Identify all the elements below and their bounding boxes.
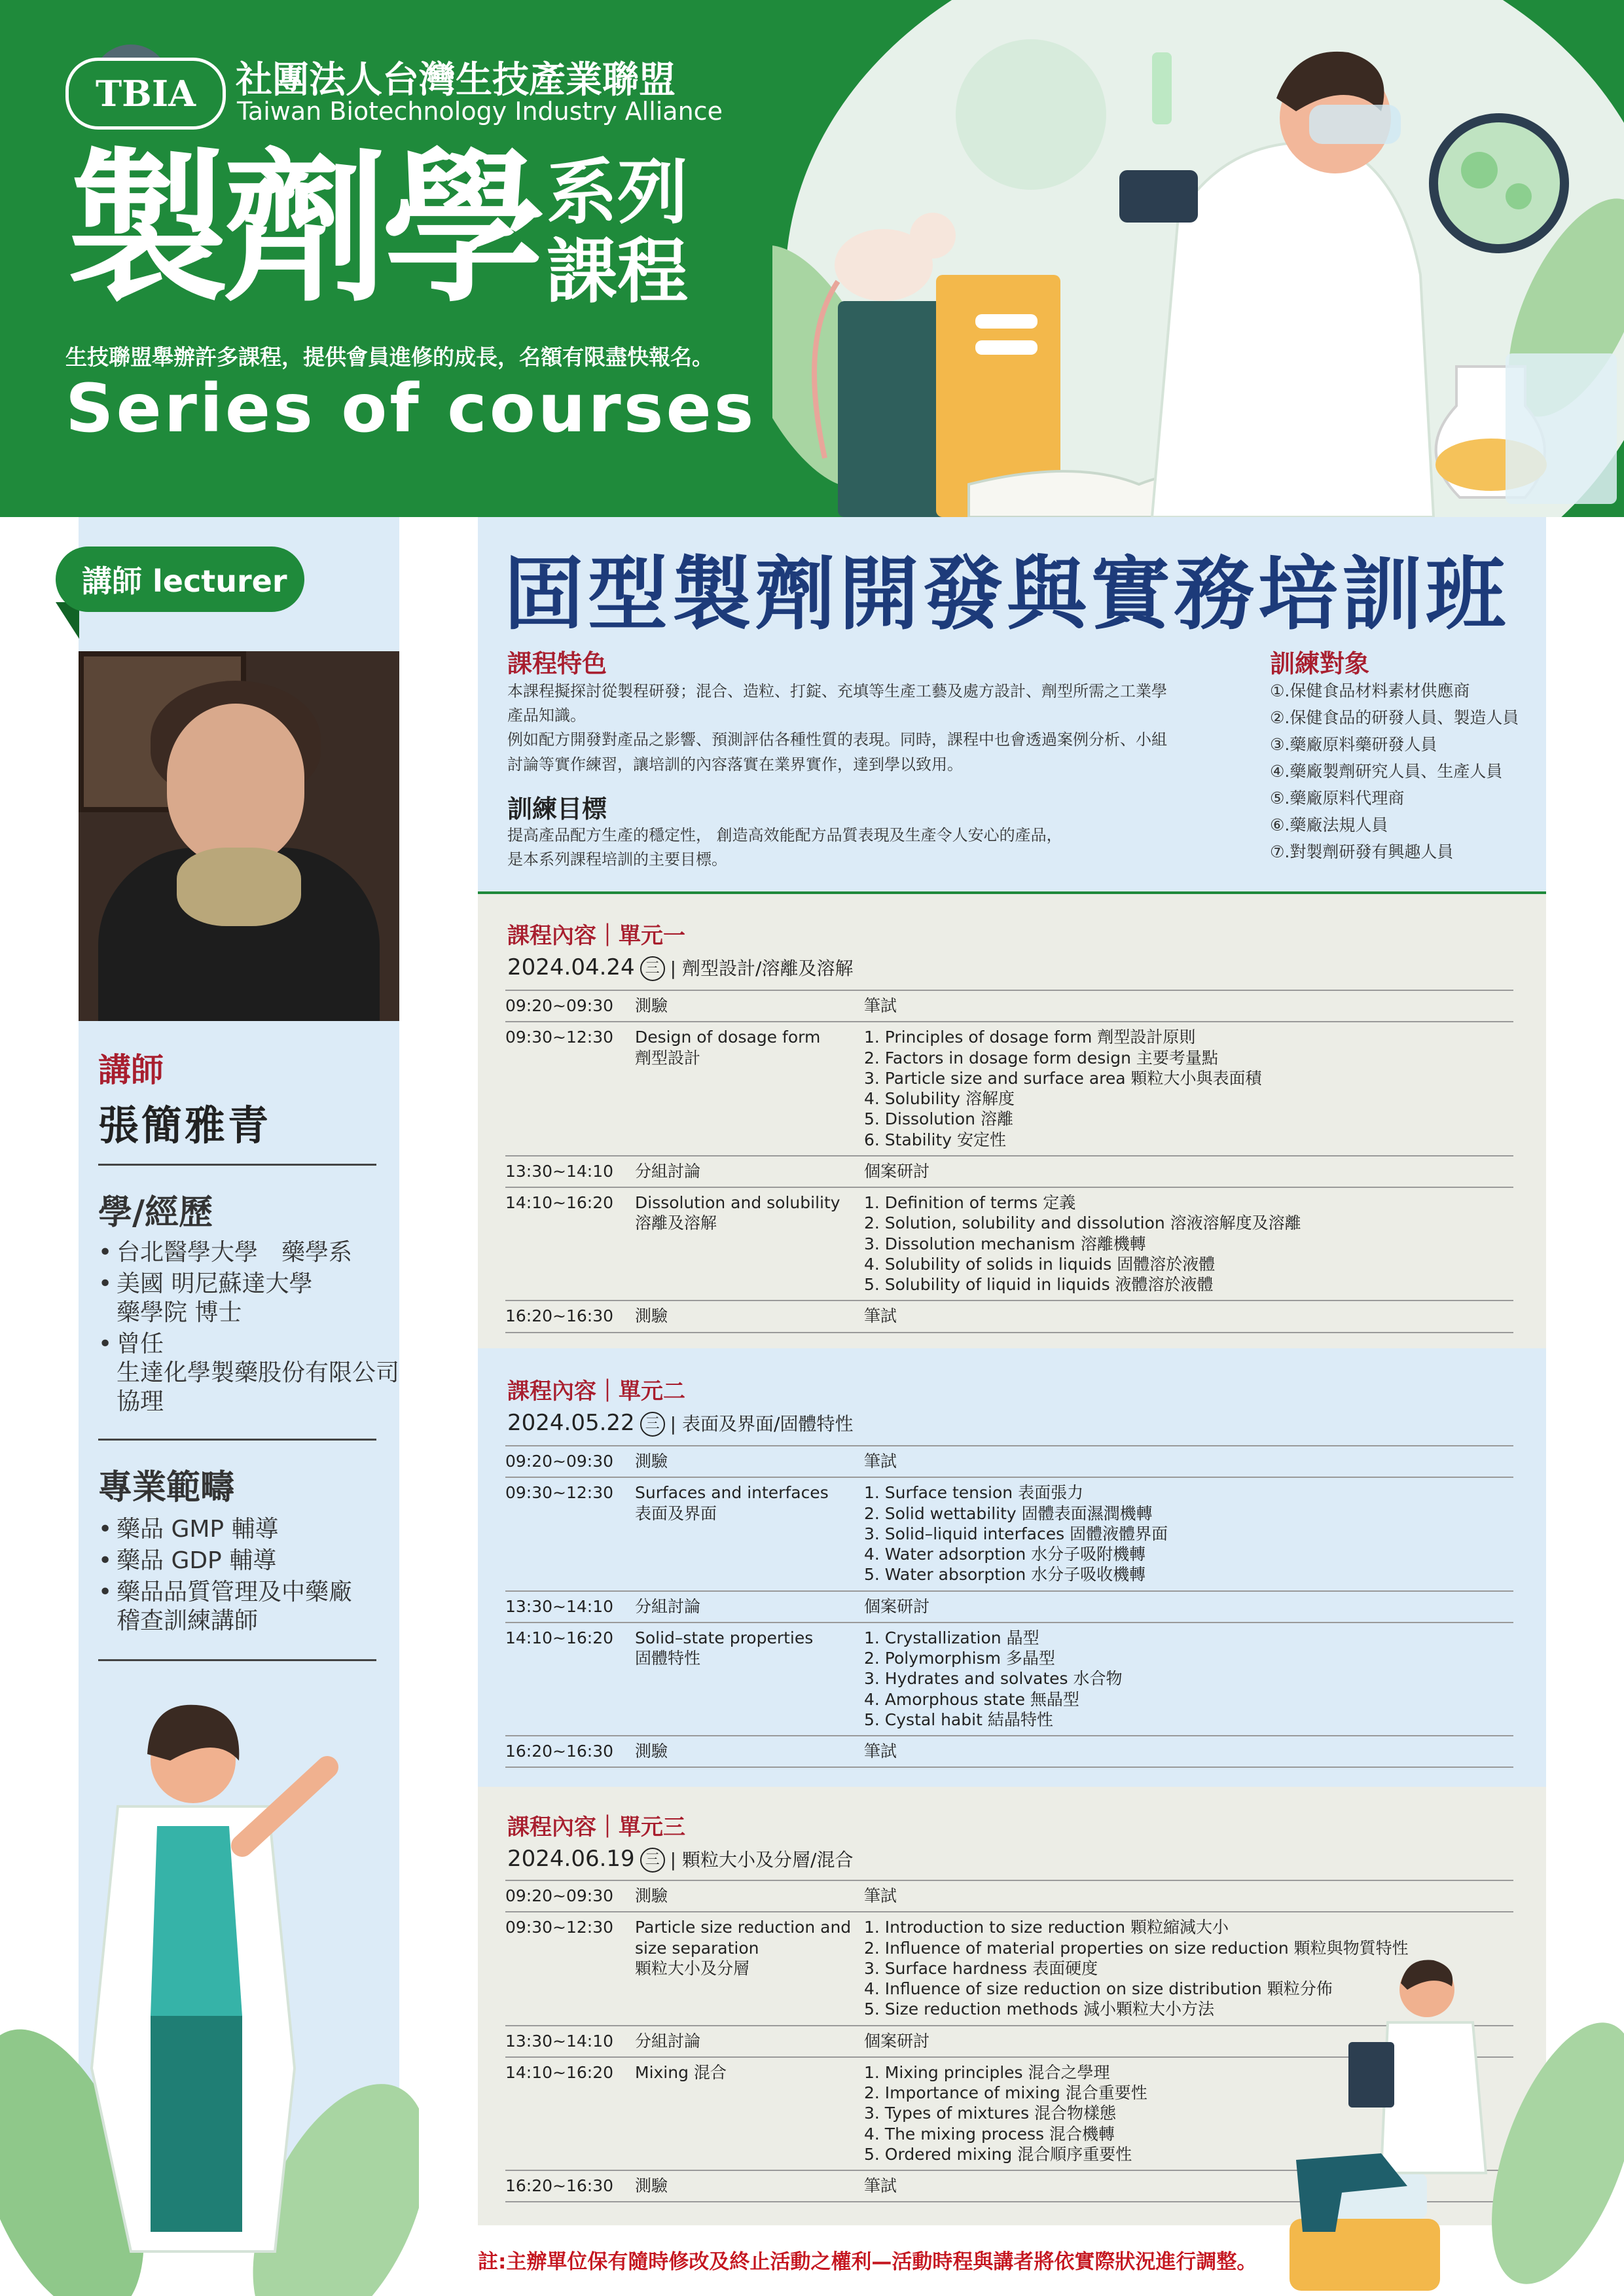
main-heading: 製劑學 (65, 134, 541, 324)
table-row: 09:30~12:30 Design of dosage form 劑型設計 1. Principles of dosage form 劑型設計原則 2. Factors in dosage form design 主要考量點 3. Particle size and surface area 顆粒大小與表面積 4. Solubility 溶解度 5. Dissolution 溶離 6. Stability 安定性 (505, 1022, 1513, 1156)
table-row: 09:20~09:30 測驗 筆試 (505, 990, 1513, 1022)
list-item: ②.保健食品的研發人員、製造人員 (1270, 708, 1519, 727)
unit-date-line (507, 954, 853, 981)
unit-date: 2024.06.19 (507, 1846, 635, 1872)
list-item: ③.藥廠原料藥研發人員 (1270, 735, 1437, 754)
photo-face (167, 704, 304, 867)
goal-heading: 訓練目標 (507, 795, 607, 823)
scientist-icon (1119, 52, 1434, 517)
list-item: ①.保健食品材料素材供應商 (1270, 681, 1470, 700)
unit-heading: 課程內容｜單元二 (507, 1378, 685, 1405)
footnote: 註:主辦單位保有隨時修改及終止活動之權利—活動時程與講者將依實際狀況進行調整。 (478, 2250, 1257, 2274)
table-row: 09:30~12:30 Particle size reduction and size separation 顆粒大小及分層 1. Introduction to size reduction 顆粒縮減大小 2. Influence of material properties on size reduction 顆粒與物質特性 3. Surface hardness 表面硬度 4. Influence of size reduction on size distribution 顆粒分佈 5. Size reduction methods 減小顆粒大小方法 (505, 1912, 1513, 2025)
list-item: • 藥品 GMP 輔導 (98, 1515, 352, 1544)
features-text: 本課程擬探討從製程研發；混合、造粒、打錠、充填等生產工藝及處方設計、劑型所需之工業學 產品知識。 例如配方開發對產品之影響、預測評估各種性質的表現。同時，課程中也會透過案例分析、小組 討論等實作練習，讓培訓的內容落實在業界實作，達到學以致用。 (507, 682, 1167, 774)
unit-date: 2024.04.24 (507, 954, 635, 980)
lab-illustration (772, 0, 1624, 517)
unit-heading: 課程內容｜單元三 (507, 1814, 685, 1840)
target-heading: 訓練對象 (1270, 649, 1370, 678)
table-row: 13:30~14:10 分組討論 個案研討 (505, 1591, 1513, 1623)
schedule-table (505, 1445, 1513, 1768)
table-row: 09:30~12:30 Surfaces and interfaces 表面及界面 1. Surface tension 表面張力 2. Solid wettability 固體表面濕潤機轉 3. Solid–liquid interfaces 固體液體界面 4. Water adsorption 水分子吸附機轉 5. Water absorption 水分子吸收機轉 (505, 1477, 1513, 1590)
features-heading: 課程特色 (507, 649, 607, 678)
table-row: 13:30~14:10 分組討論 個案研討 (505, 2026, 1513, 2057)
leaf-decor (1462, 2004, 1624, 2296)
unit-topic: | 劑型設計/溶離及溶解 (670, 958, 854, 979)
list-item: ⑦.對製劑研發有興趣人員 (1270, 842, 1454, 861)
logo-text: TBIA (96, 73, 196, 115)
photo-scarf (177, 848, 301, 926)
expertise-heading: 專業範疇 (98, 1468, 235, 1507)
list-item: • 藥品品質管理及中藥廠 稽查訓練講師 (98, 1578, 352, 1636)
beaker-icon (1506, 353, 1617, 504)
unit-topic: | 表面及界面/固體特性 (670, 1413, 854, 1435)
lecturer-name: 張簡雅青 (98, 1102, 272, 1149)
table-row: 16:20~16:30 測驗 筆試 (505, 1736, 1513, 1767)
org-name-en: Taiwan Biotechnology Industry Alliance (237, 97, 723, 126)
tbia-logo (65, 58, 226, 130)
weekday-badge: 三 (640, 1848, 665, 1873)
main-heading-side (547, 154, 688, 312)
expertise-list (98, 1515, 352, 1638)
magnifier-icon (1434, 118, 1564, 249)
lecturer-tab: 講師 lecturer (56, 547, 304, 612)
table-row: 13:30~14:10 分組討論 個案研討 (505, 1156, 1513, 1187)
education-list (98, 1238, 399, 1418)
weekday-badge: 三 (640, 1412, 665, 1437)
list-item: • 藥品 GDP 輔導 (98, 1547, 352, 1575)
series-heading-en: Series of courses (65, 370, 757, 448)
divider (98, 1164, 376, 1166)
table-row: 09:20~09:30 測驗 筆試 (505, 1880, 1513, 1912)
target-list (1270, 677, 1519, 865)
divider (98, 1659, 376, 1661)
list-item: • 美國 明尼蘇達大學 藥學院 博士 (98, 1270, 399, 1327)
lecturer-label: 講師 (98, 1051, 164, 1089)
unit-heading: 課程內容｜單元一 (507, 923, 685, 949)
table-row: 14:10~16:20 Dissolution and solubility 溶離及溶解 1. Definition of terms 定義 2. Solution, solubility and dissolution 溶液溶解度及溶離 3. Dissolution mechanism 溶離機轉 4. Solubility of solids in liquids 固體溶於液體 5. Solubility of liquid in liquids 液體溶於液體 (505, 1187, 1513, 1300)
heading-side-line-2: 課程 (547, 230, 689, 313)
list-item: ④.藥廠製劑研究人員、生產人員 (1270, 762, 1503, 781)
doctor-illustration (1276, 1957, 1624, 2296)
heading-side-line-1: 系列 (547, 152, 689, 234)
org-name-zh: 社團法人台灣生技產業聯盟 (236, 59, 676, 101)
unit-date-line (507, 1846, 853, 1873)
table-row: 14:10~16:20 Solid–state properties 固體特性 1. Crystallization 晶型 2. Polymorphism 多晶型 3. Hydrates and solvates 水合物 4. Amorphous state 無晶型 5. Cystal habit 結晶特性 (505, 1623, 1513, 1736)
doctor-icon (1290, 1960, 1486, 2291)
goal-text: 提高產品配方生產的穩定性， 創造高效能配方品質表現及生產令人安心的產品， 是本系列課程培訓的主要目標。 (507, 826, 1062, 869)
table-row: 16:20~16:30 測驗 筆試 (505, 1300, 1513, 1332)
unit-date-line (507, 1410, 853, 1437)
table-row: 16:20~16:30 測驗 筆試 (505, 2170, 1513, 2202)
list-item: ⑥.藥廠法規人員 (1270, 816, 1388, 834)
unit-date: 2024.05.22 (507, 1410, 635, 1436)
education-heading: 學/經歷 (98, 1193, 213, 1232)
unit-topic: | 顆粒大小及分層/混合 (670, 1849, 854, 1871)
table-row: 09:20~09:30 測驗 筆試 (505, 1446, 1513, 1477)
pharmacist-illustration (0, 1676, 419, 2296)
list-item: • 曾任 生達化學製藥股份有限公司 協理 (98, 1330, 399, 1416)
list-item: • 台北醫學大學 藥學系 (98, 1238, 399, 1267)
schedule-table (505, 990, 1513, 1333)
divider (98, 1439, 376, 1441)
course-title: 固型製劑開發與實務培訓班 (504, 548, 1509, 641)
table-row: 14:10~16:20 Mixing 混合 1. Mixing principles 混合之學理 2. Importance of mixing 混合重要性 3. Types of mixtures 混合物樣態 4. The mixing process 混合機轉 5. Ordered mixing 混合順序重要性 (505, 2057, 1513, 2170)
weekday-badge: 三 (640, 956, 665, 981)
list-item: ⑤.藥廠原料代理商 (1270, 789, 1405, 808)
tagline: 生技聯盟舉辦許多課程，提供會員進修的成長，名額有限盡快報名。 (65, 344, 713, 370)
lecturer-photo (79, 651, 399, 1021)
